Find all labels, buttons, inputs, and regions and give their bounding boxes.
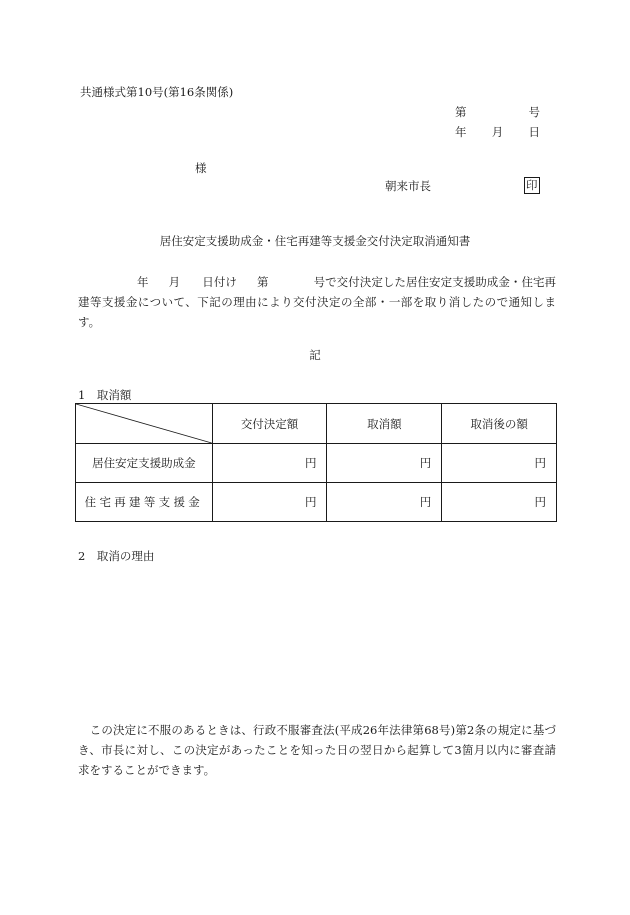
table-header-row (76, 404, 557, 444)
cell-yen: 円 (212, 444, 327, 483)
cancellation-amount-table (75, 403, 557, 522)
body-text-main: 号で交付決定した居住安定支援助成金・住宅再建等支援金について、下記の理由により交付決定の全部・一部を取り消したので通知します。 (78, 275, 557, 329)
date-month: 月 (491, 125, 504, 139)
cell-yen: 円 (327, 483, 442, 522)
row-label-housing-stability-grant: 居住安定支援助成金 (76, 444, 213, 483)
appeal-notice-text: この決定に不服のあるときは、行政不服審査法(平成26年法律第68号)第2条の規定に基づき、市長に対し、この決定があったことを知った日の翌日から起算して3箇月以内に審査請求をすることができます。 (78, 723, 556, 777)
appeal-notice (78, 720, 556, 780)
document-number-line (455, 104, 540, 120)
body-month: 月 (168, 275, 181, 289)
row-label-housing-reconstruction-support: 住宅再建等支援金 (76, 483, 213, 522)
number-prefix: 第 (455, 105, 467, 119)
table-corner-cell (76, 404, 213, 444)
issuer-name: 朝来市長 (385, 179, 431, 193)
column-header-granted: 交付決定額 (212, 404, 327, 444)
diagonal-line (76, 404, 212, 443)
section-1-heading: 1 取消額 (78, 388, 132, 402)
date-year: 年 (455, 125, 467, 139)
body-paragraph (78, 272, 556, 332)
cell-yen: 円 (212, 483, 327, 522)
cell-yen: 円 (442, 483, 557, 522)
table-row (76, 444, 557, 483)
column-header-remaining: 取消後の額 (442, 404, 557, 444)
body-dated: 日付け (202, 275, 237, 289)
body-number-prefix: 第 (256, 275, 269, 289)
number-suffix: 号 (528, 105, 540, 119)
document-date-line (455, 124, 540, 140)
section-2-heading: 2 取消の理由 (78, 549, 155, 563)
form-identifier: 共通様式第10号(第16条関係) (80, 85, 234, 99)
body-year: 年 (137, 275, 149, 289)
document-title: 居住安定支援助成金・住宅再建等支援金交付決定取消通知書 (159, 234, 471, 248)
cell-yen: 円 (327, 444, 442, 483)
table-row (76, 483, 557, 522)
column-header-cancelled: 取消額 (327, 404, 442, 444)
addressee-honorific: 様 (195, 161, 207, 175)
ki-marker: 記 (309, 348, 321, 362)
seal-mark: 印 (526, 178, 538, 192)
date-day: 日 (528, 125, 540, 139)
cell-yen: 円 (442, 444, 557, 483)
